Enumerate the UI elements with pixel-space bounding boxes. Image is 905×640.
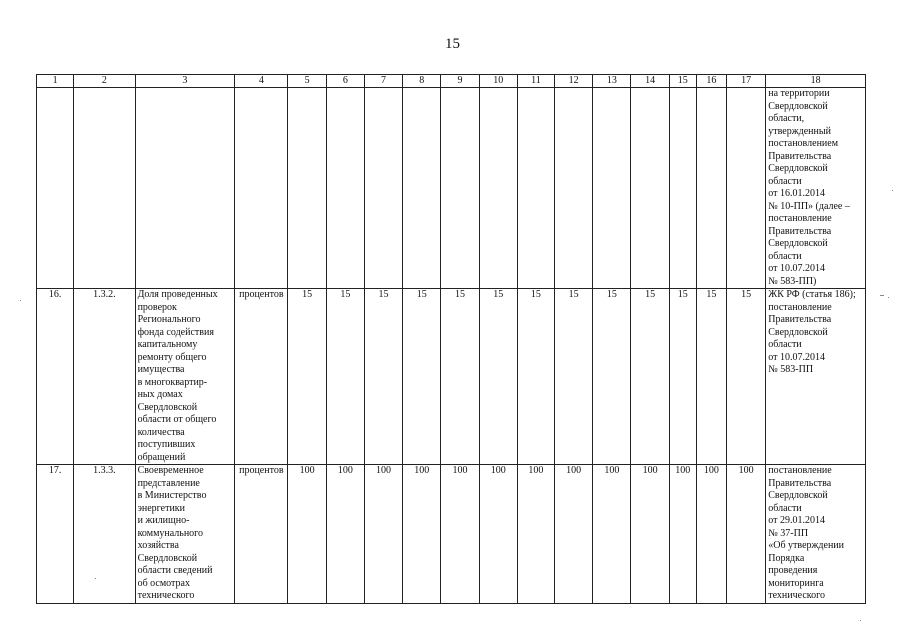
basis-cell-line: области bbox=[768, 502, 802, 514]
basis-cell bbox=[766, 289, 866, 465]
indicator-cell-line: области от общего bbox=[137, 414, 217, 425]
col-header: 1 bbox=[37, 75, 74, 88]
indicator-cell-line: хозяйства bbox=[137, 540, 179, 551]
value-cell: 100 bbox=[555, 465, 593, 604]
basis-cell-line: № 583-ПП) bbox=[768, 275, 817, 287]
indicator-cell-line: об осмотрах bbox=[137, 577, 190, 589]
page-number: 15 bbox=[445, 36, 460, 52]
basis-cell-line: Правительства bbox=[768, 477, 832, 489]
basis-cell-line: Свердловской bbox=[768, 163, 828, 174]
indicator-cell-line: Свердловской bbox=[137, 401, 198, 413]
col-header: 10 bbox=[479, 75, 517, 88]
value-cell: 100 bbox=[403, 465, 441, 604]
basis-cell-line: от 10.07.2014 bbox=[768, 263, 825, 274]
value-cell bbox=[517, 88, 554, 289]
value-cell bbox=[364, 88, 402, 289]
basis-cell-line: от 29.01.2014 bbox=[768, 515, 825, 526]
col-header: 14 bbox=[631, 75, 669, 88]
indicator-cell bbox=[135, 465, 235, 604]
col-header: 17 bbox=[727, 75, 766, 88]
table-row bbox=[37, 88, 866, 289]
value-cell: 100 bbox=[669, 465, 696, 604]
value-cell bbox=[696, 88, 726, 289]
unit-cell: процентов bbox=[235, 289, 288, 465]
basis-cell-line: области, bbox=[768, 113, 805, 124]
basis-cell-line: Правительства bbox=[768, 150, 832, 162]
indicator-cell-line: количества bbox=[137, 426, 185, 438]
basis-cell-line: на территории bbox=[768, 88, 830, 99]
unit-cell bbox=[235, 88, 288, 289]
basis-cell-line: Порядка bbox=[768, 552, 805, 564]
col-header: 5 bbox=[288, 75, 326, 88]
value-cell: 100 bbox=[696, 465, 726, 604]
basis-cell-line: № 10-ПП» (далее – bbox=[768, 200, 850, 212]
basis-cell-line: области bbox=[768, 175, 802, 187]
indicator-cell-line: фонда содействия bbox=[137, 326, 214, 338]
basis-cell-line: постановление bbox=[768, 465, 832, 476]
basis-cell bbox=[766, 465, 866, 604]
col-header: 6 bbox=[326, 75, 364, 88]
basis-cell-line: Свердловской bbox=[768, 100, 828, 112]
value-cell: 15 bbox=[441, 289, 479, 465]
value-cell bbox=[403, 88, 441, 289]
value-cell bbox=[593, 88, 631, 289]
col-header: 18 bbox=[766, 75, 866, 88]
basis-cell-line: Свердловской bbox=[768, 490, 828, 501]
indicator-cell-line: поступивших bbox=[137, 439, 196, 450]
basis-cell-line: «Об утверждении bbox=[768, 540, 845, 551]
col-header: 3 bbox=[135, 75, 235, 88]
value-cell: 15 bbox=[727, 289, 766, 465]
col-header: 8 bbox=[403, 75, 441, 88]
indicator-cell-line: имущества bbox=[137, 364, 185, 375]
value-cell bbox=[288, 88, 326, 289]
indicator-cell bbox=[135, 289, 235, 465]
col-header: 15 bbox=[669, 75, 696, 88]
basis-cell-line: технического bbox=[768, 590, 825, 601]
indicator-cell-line: в многоквартир- bbox=[137, 376, 208, 388]
indicator-cell-line: области сведений bbox=[137, 565, 213, 576]
basis-cell-line: постановление bbox=[768, 213, 832, 224]
table-row bbox=[37, 289, 866, 465]
value-cell: 100 bbox=[441, 465, 479, 604]
value-cell bbox=[631, 88, 669, 289]
value-cell: 15 bbox=[593, 289, 631, 465]
col-header: 4 bbox=[235, 75, 288, 88]
basis-cell-line: Свердловской bbox=[768, 238, 828, 249]
value-cell: 15 bbox=[326, 289, 364, 465]
code-cell: 1.3.2. bbox=[74, 289, 135, 465]
value-cell bbox=[555, 88, 593, 289]
col-header: 7 bbox=[364, 75, 402, 88]
indicator-cell-line: проверок bbox=[137, 301, 177, 313]
table-row bbox=[37, 465, 866, 604]
indicator-cell-line: энергетики bbox=[137, 502, 185, 514]
basis-cell-line: от 10.07.2014 bbox=[768, 351, 825, 363]
value-cell: 15 bbox=[479, 289, 517, 465]
indicator-cell-line: капитальному bbox=[137, 339, 198, 350]
value-cell bbox=[479, 88, 517, 289]
code-cell: 1.3.3. bbox=[74, 465, 135, 604]
indicators-table bbox=[36, 74, 866, 604]
basis-cell-line: постановлением bbox=[768, 138, 839, 149]
indicator-cell-line: технического bbox=[137, 590, 195, 601]
basis-cell bbox=[766, 88, 866, 289]
value-cell bbox=[326, 88, 364, 289]
value-cell bbox=[441, 88, 479, 289]
basis-cell-line: Свердловской bbox=[768, 326, 828, 338]
value-cell: 15 bbox=[696, 289, 726, 465]
value-cell: 100 bbox=[727, 465, 766, 604]
basis-cell-line: Правительства bbox=[768, 225, 832, 237]
value-cell: 15 bbox=[517, 289, 554, 465]
basis-cell-line: № 37-ПП bbox=[768, 527, 809, 539]
value-cell: 100 bbox=[517, 465, 554, 604]
value-cell: 15 bbox=[631, 289, 669, 465]
value-cell: 100 bbox=[593, 465, 631, 604]
value-cell: 15 bbox=[555, 289, 593, 465]
value-cell: 15 bbox=[364, 289, 402, 465]
value-cell bbox=[669, 88, 696, 289]
basis-cell-line: мониторинга bbox=[768, 577, 824, 589]
indicator-cell-line: и жилищно- bbox=[137, 515, 190, 526]
indicator-cell-line: в Министерство bbox=[137, 490, 207, 501]
col-header: 13 bbox=[593, 75, 631, 88]
value-cell: 100 bbox=[479, 465, 517, 604]
basis-cell-line: от 16.01.2014 bbox=[768, 188, 825, 199]
value-cell: 100 bbox=[631, 465, 669, 604]
column-number-row bbox=[37, 75, 866, 88]
basis-cell-line: Правительства bbox=[768, 314, 832, 325]
col-header: 11 bbox=[517, 75, 554, 88]
basis-cell-line: № 583-ПП bbox=[768, 364, 814, 375]
basis-cell-line: проведения bbox=[768, 565, 818, 576]
col-header: 9 bbox=[441, 75, 479, 88]
value-cell: 15 bbox=[669, 289, 696, 465]
indicator-cell-line: Свердловской bbox=[137, 552, 198, 564]
col-header: 2 bbox=[74, 75, 135, 88]
value-cell bbox=[727, 88, 766, 289]
row-number-cell: 17. bbox=[37, 465, 74, 604]
unit-cell: процентов bbox=[235, 465, 288, 604]
value-cell: 100 bbox=[364, 465, 402, 604]
indicator-cell-line: коммунального bbox=[137, 527, 204, 539]
basis-cell-line: области bbox=[768, 250, 802, 262]
indicator-cell bbox=[135, 88, 235, 289]
indicator-cell-line: представление bbox=[137, 477, 200, 489]
indicator-cell-line: Регионального bbox=[137, 314, 201, 325]
col-header: 12 bbox=[555, 75, 593, 88]
indicator-cell-line: Доля проведенных bbox=[137, 289, 218, 300]
code-cell bbox=[74, 88, 135, 289]
value-cell: 15 bbox=[288, 289, 326, 465]
row-number-cell: 16. bbox=[37, 289, 74, 465]
basis-cell-line: постановление bbox=[768, 301, 832, 313]
value-cell: 100 bbox=[288, 465, 326, 604]
indicator-cell-line: ных домах bbox=[137, 389, 183, 400]
row-number-cell bbox=[37, 88, 74, 289]
indicator-cell-line: обращений bbox=[137, 451, 186, 463]
col-header: 16 bbox=[696, 75, 726, 88]
indicator-cell-line: ремонту общего bbox=[137, 351, 207, 363]
value-cell: 100 bbox=[326, 465, 364, 604]
value-cell: 15 bbox=[403, 289, 441, 465]
basis-cell-line: ЖК РФ (статья 186); bbox=[768, 289, 856, 300]
basis-cell-line: утвержденный bbox=[768, 125, 831, 137]
basis-cell-line: области bbox=[768, 339, 802, 350]
indicator-cell-line: Своевременное bbox=[137, 465, 204, 476]
